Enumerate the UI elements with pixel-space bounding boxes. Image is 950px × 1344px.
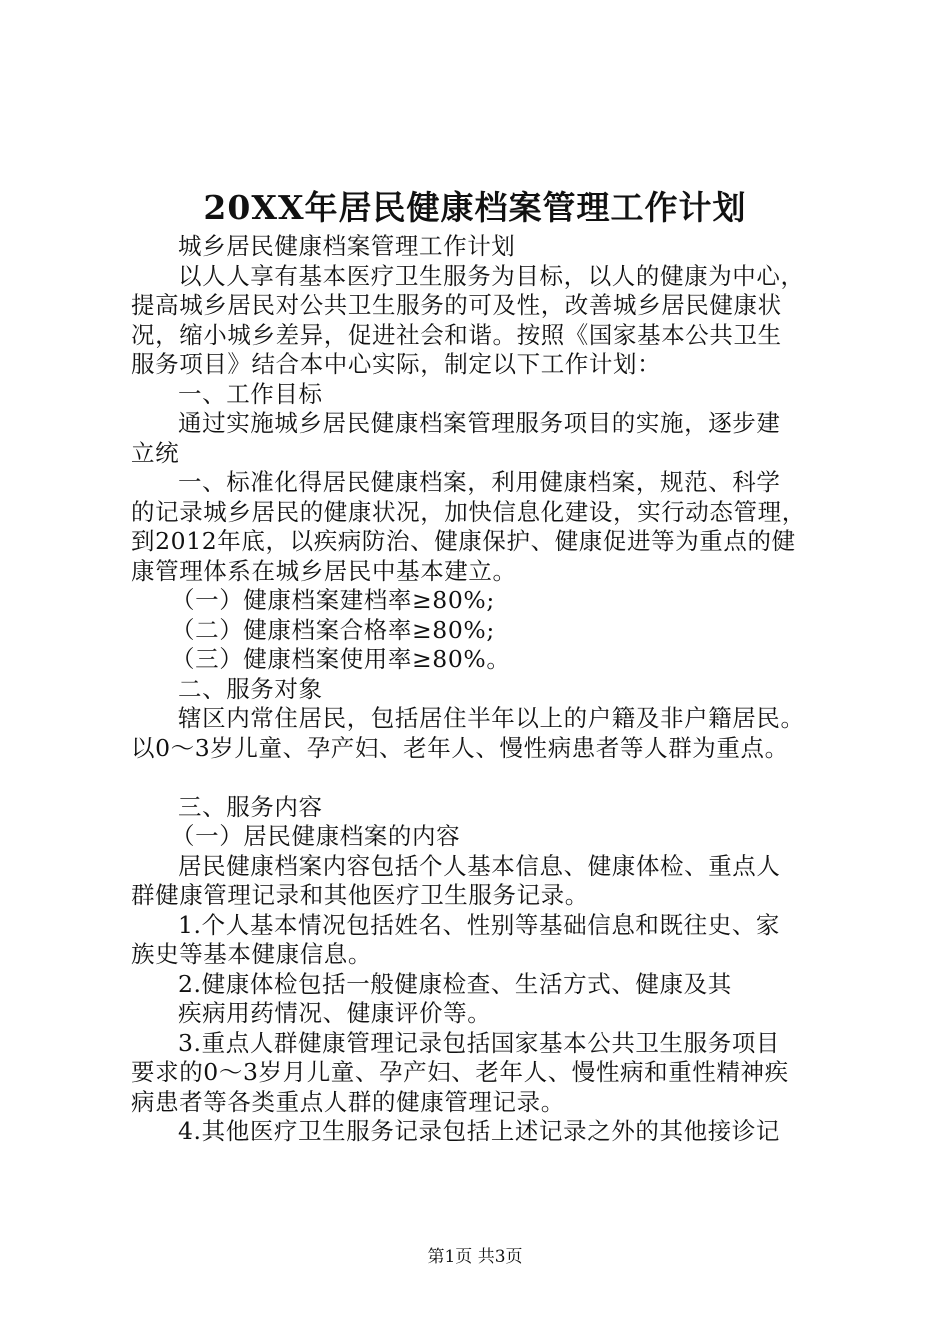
list-item: （三）健康档案使用率≥80%。 [171,645,511,673]
paragraph-line: 城乡居民健康档案管理工作计划 [178,232,516,260]
subsection-heading: （一）居民健康档案的内容 [171,822,461,850]
paragraph-line: 要求的0～3岁月儿童、孕产妇、老年人、慢性病和重性精神疾 [131,1058,789,1086]
paragraph-line: 提高城乡居民对公共卫生服务的可及性，改善城乡居民健康状 [131,291,782,319]
paragraph-line: 族史等基本健康信息。 [131,940,372,968]
paragraph-line: 1.个人基本情况包括姓名、性别等基础信息和既往史、家 [178,910,781,939]
paragraph-line: 况，缩小城乡差异，促进社会和谐。按照《国家基本公共卫生 [131,320,782,349]
document-body [131,232,831,1147]
paragraph-line: 以人人享有基本医疗卫生服务为目标，以人的健康为中心， [178,261,805,290]
paragraph-line: 群健康管理记录和其他医疗卫生服务记录。 [131,881,589,909]
paragraph-line: 到2012年底，以疾病防治、健康保护、健康促进等为重点的健 [131,527,796,555]
paragraph-line: 的记录城乡居民的健康状况，加快信息化建设，实行动态管理， [131,497,806,526]
paragraph-line: 辖区内常住居民，包括居住半年以上的户籍及非户籍居民。 [178,704,805,732]
paragraph-line: 4.其他医疗卫生服务记录包括上述记录之外的其他接诊记 [178,1117,781,1145]
section-heading: 一、工作目标 [178,379,323,408]
list-item: （二）健康档案合格率≥80%; [171,615,495,644]
page-number: 第1页 共3页 [427,1247,523,1267]
paragraph-line: 通过实施城乡居民健康档案管理服务项目的实施，逐步建 [178,409,781,437]
paragraph-line: 疾病用药情况、健康评价等。 [178,999,492,1027]
blank-line [131,763,831,793]
paragraph-line: 一、标准化得居民健康档案，利用健康档案，规范、科学 [178,468,781,496]
paragraph-line: 3.重点人群健康管理记录包括国家基本公共卫生服务项目 [178,1028,781,1057]
paragraph-line: 居民健康档案内容包括个人基本信息、健康体检、重点人 [178,851,781,880]
paragraph-line: 2.健康体检包括一般健康检查、生活方式、健康及其 [178,969,732,998]
paragraph-line: 病患者等各类重点人群的健康管理记录。 [131,1087,565,1116]
paragraph-line: 以0～3岁儿童、孕产妇、老年人、慢性病患者等人群为重点。 [131,733,789,762]
section-heading: 二、服务对象 [178,674,323,703]
document-title: 20XX年居民健康档案管理工作计划 [203,188,747,227]
paragraph-line: 立统 [131,438,180,467]
paragraph-line: 康管理体系在城乡居民中基本建立。 [131,556,517,585]
list-item: （一）健康档案建档率≥80%; [171,586,495,614]
paragraph-line: 服务项目》结合本中心实际，制定以下工作计划： [131,350,662,378]
section-heading: 三、服务内容 [178,792,323,821]
